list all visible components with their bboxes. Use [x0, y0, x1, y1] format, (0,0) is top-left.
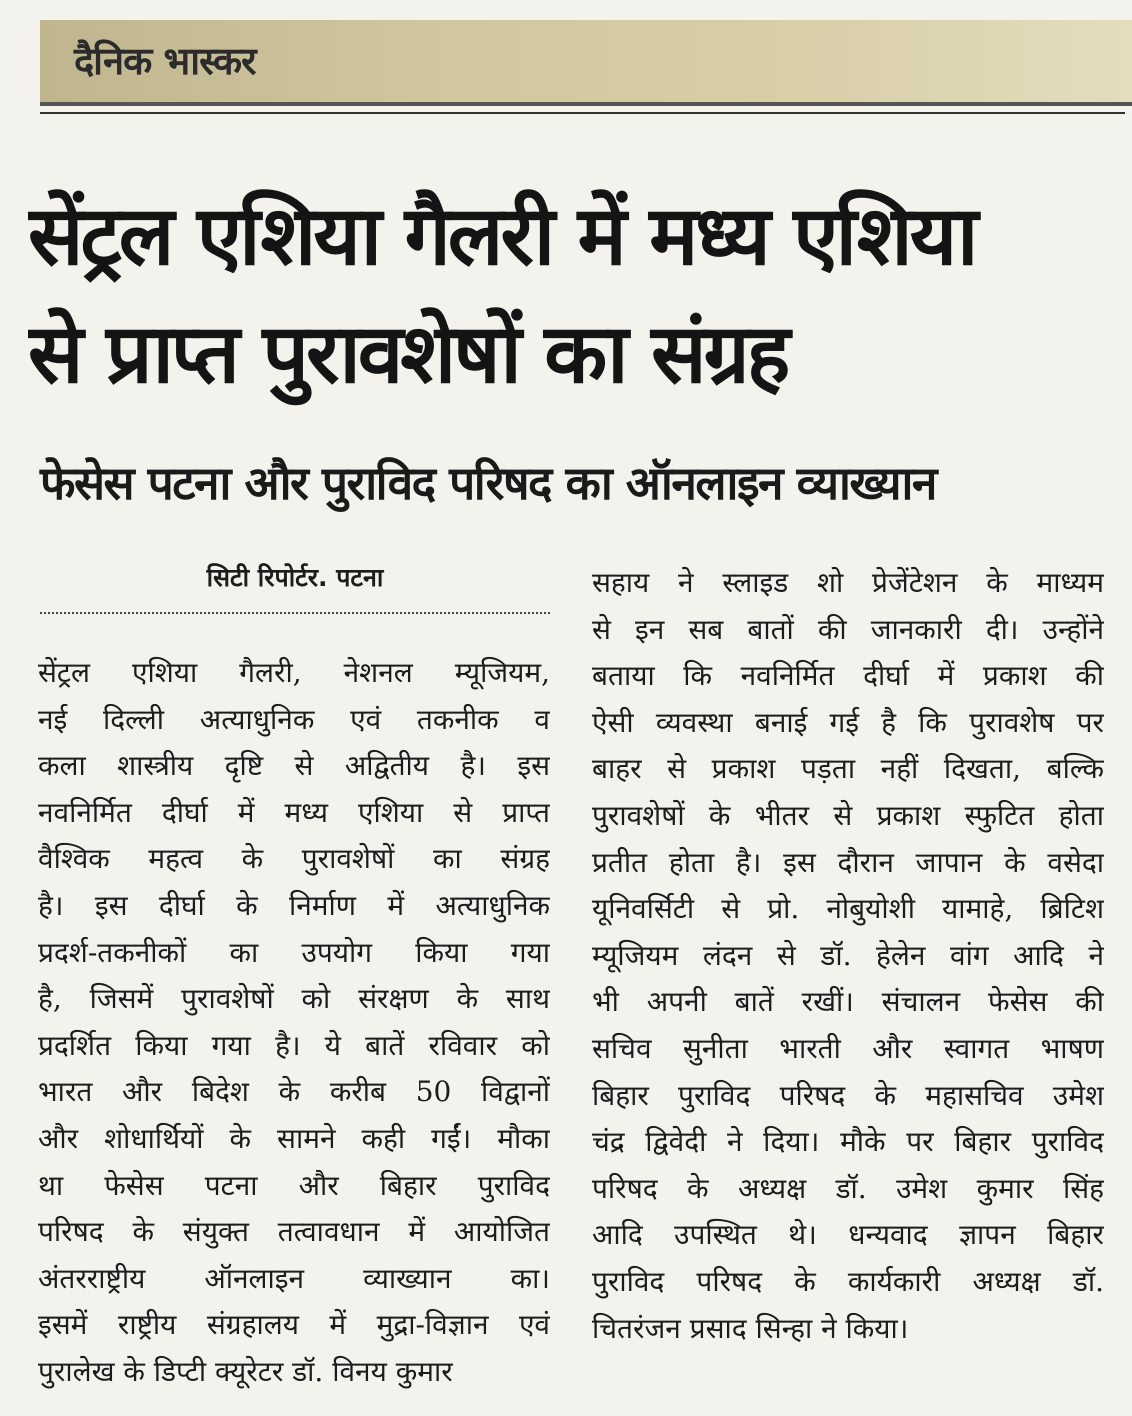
text-line: और शोधार्थियों के सामने कही गईं। मौका	[38, 1121, 550, 1155]
text-line: बताया कि नवनिर्मित दीर्घा में प्रकाश की	[592, 659, 1104, 693]
headline-line-1: सेंट्रल एशिया गैलरी में मध्य एशिया	[28, 189, 976, 284]
text-line: ऐसी व्यवस्था बनाई गई है कि पुरावशेष पर	[592, 705, 1104, 739]
text-line: यूनिवर्सिटी से प्रो. नोबुयोशी यामाहे, ब्रिटिश	[592, 892, 1104, 926]
text-line: चितरंजन प्रसाद सिन्हा ने किया।	[592, 1311, 909, 1345]
text-line: सचिव सुनीता भारती और स्वागत भाषण	[592, 1031, 1104, 1065]
text-line: है। इस दीर्घा के निर्माण में अत्याधुनिक	[38, 888, 550, 922]
text-line: है, जिसमें पुरावशेषों को संरक्षण के साथ	[38, 982, 550, 1016]
text-line: अंतरराष्ट्रीय ऑनलाइन व्याख्यान का।	[38, 1261, 550, 1295]
headline	[28, 178, 1118, 414]
headline-line-2: से प्राप्त पुरावशेषों का संग्रह	[28, 307, 788, 402]
text-line: परिषद के संयुक्त तत्वावधान में आयोजित	[38, 1215, 550, 1249]
text-line: वैश्विक महत्व के पुरावशेषों का संग्रह	[38, 842, 550, 876]
text-line: बाहर से प्रकाश पड़ता नहीं दिखता, बल्कि	[592, 752, 1104, 786]
text-line: था फेसेस पटना और बिहार पुराविद	[38, 1168, 550, 1202]
byline-divider	[40, 612, 550, 614]
text-line: आदि उपस्थित थे। धन्यवाद ज्ञापन बिहार	[592, 1218, 1104, 1252]
article-column-2	[592, 560, 1104, 1352]
text-line: सहाय ने स्लाइड शो प्रेजेंटेशन के माध्यम	[592, 566, 1104, 599]
text-line: से इन सब बातों की जानकारी दी। उन्होंने	[592, 612, 1104, 646]
byline: सिटी रिपोर्टर. पटना	[206, 563, 384, 592]
text-line: भारत और बिदेश के करीब 50 विद्वानों	[38, 1075, 550, 1109]
masthead-band	[40, 20, 1132, 106]
text-line: पुराविद परिषद के कार्यकारी अध्यक्ष डॉ.	[592, 1264, 1104, 1298]
text-line: सेंट्रल एशिया गैलरी, नेशनल म्यूजियम,	[38, 656, 550, 689]
text-line: प्रदर्श-तकनीकों का उपयोग किया गया	[38, 935, 550, 969]
text-line: म्यूजियम लंदन से डॉ. हेलेन वांग आदि ने	[592, 938, 1104, 972]
text-line: पुरावशेषों के भीतर से प्रकाश स्फुटित होता	[592, 798, 1104, 832]
text-line: कला शास्त्रीय दृष्टि से अद्वितीय है। इस	[38, 749, 550, 783]
text-line: प्रदर्शित किया गया है। ये बातें रविवार को	[38, 1028, 550, 1062]
newspaper-name: दैनिक भास्कर	[74, 39, 256, 83]
text-line: इसमें राष्ट्रीय संग्रहालय में मुद्रा-विज्ञान एवं	[38, 1308, 550, 1342]
text-line: पुरालेख के डिप्टी क्यूरेटर डॉ. विनय कुमार	[38, 1354, 453, 1388]
text-line: नवनिर्मित दीर्घा में मध्य एशिया से प्राप्त	[38, 795, 550, 829]
text-line: प्रतीत होता है। इस दौरान जापान के वसेदा	[592, 845, 1104, 879]
article-column-1	[38, 650, 550, 1396]
text-line: परिषद के अध्यक्ष डॉ. उमेश कुमार सिंह	[592, 1171, 1104, 1205]
masthead-divider	[40, 112, 1125, 114]
text-line: भी अपनी बातें रखीं। संचालन फेसेस की	[592, 985, 1104, 1019]
subheadline: फेसेस पटना और पुराविद परिषद का ऑनलाइन व्याख्यान	[40, 456, 936, 510]
text-line: नई दिल्ली अत्याधुनिक एवं तकनीक व	[38, 702, 550, 736]
text-line: बिहार पुराविद परिषद के महासचिव उमेश	[592, 1078, 1104, 1112]
text-line: चंद्र द्विवेदी ने दिया। मौके पर बिहार पुराविद	[592, 1125, 1104, 1159]
